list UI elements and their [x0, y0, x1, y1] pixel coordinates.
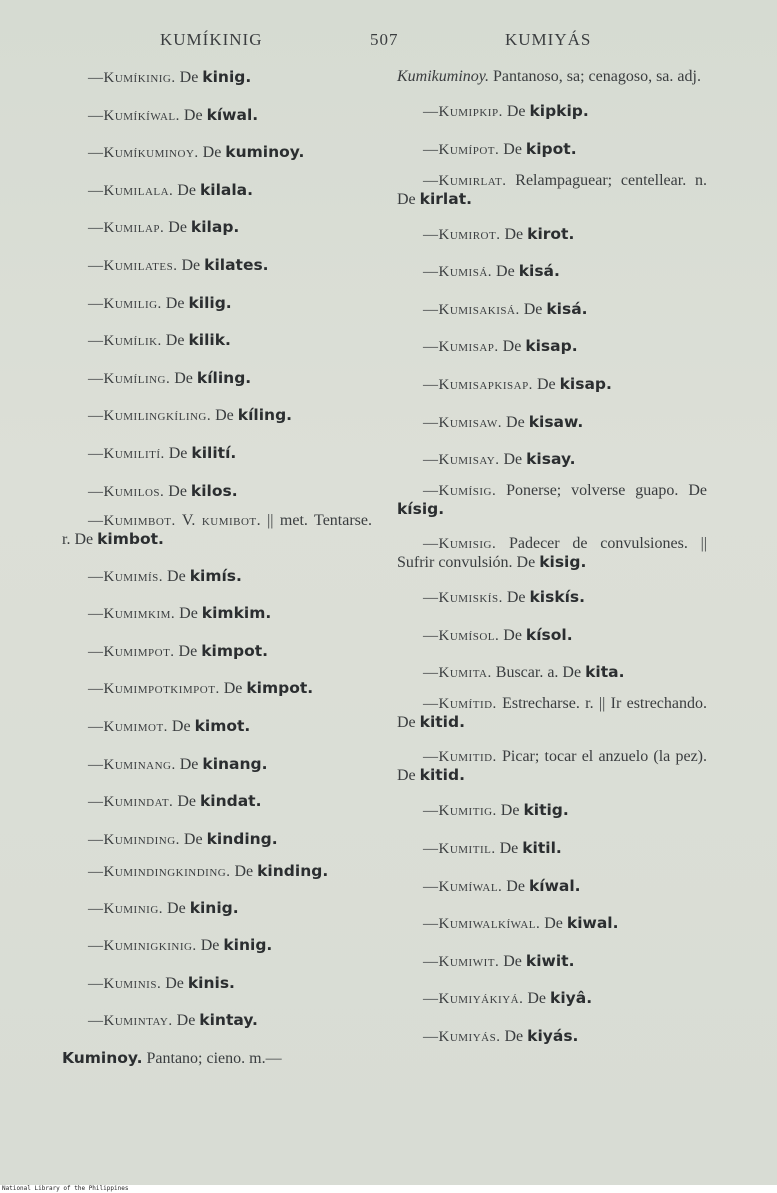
de-label: De — [183, 106, 203, 124]
entry — [397, 588, 707, 626]
entry — [397, 914, 707, 952]
left-group-1 — [62, 68, 372, 512]
entry — [397, 989, 707, 1027]
root-word: kilala. — [199, 180, 254, 199]
root-word: kindat. — [199, 792, 262, 811]
root-word: kiyâ. — [550, 989, 593, 1008]
root-word: kisá. — [518, 262, 560, 281]
root-word: kirlat. — [419, 189, 472, 208]
headword: —Kumisap. — [423, 339, 499, 356]
entry — [397, 450, 707, 482]
entry — [62, 406, 372, 444]
de-label: De — [544, 915, 563, 933]
root-word: kinig. — [189, 898, 239, 917]
headword: —Kumimbot. — [88, 512, 176, 529]
right-group-1 — [397, 102, 707, 172]
de-label: De — [74, 530, 94, 548]
root-word: kisap. — [559, 374, 612, 393]
de-label: De — [165, 294, 185, 312]
de-label: De — [168, 219, 187, 237]
entry — [62, 567, 372, 605]
de-label: De — [506, 413, 525, 431]
root-word: kilates. — [204, 255, 269, 274]
headword: —Kumítid. — [423, 696, 497, 713]
de-label: De — [178, 642, 198, 660]
de-label: De — [503, 451, 523, 469]
de-label: De — [167, 899, 186, 917]
definition-text: . || met. Tentarse. r. — [62, 511, 372, 548]
headword: —Kumíwal. — [423, 878, 503, 895]
definition-text: Pantano; cieno. m.— — [142, 1050, 282, 1068]
headword: —Kumisaw. — [423, 414, 503, 431]
headword: —Kumíkuminoy. — [88, 145, 199, 162]
entry — [62, 974, 372, 1012]
entry — [397, 663, 707, 695]
root-word: kinig. — [223, 936, 273, 955]
root-word: kísig. — [397, 500, 445, 519]
de-label: De — [506, 589, 526, 607]
headword: —Kumitig. — [423, 803, 497, 820]
headword: —Kumisá. — [423, 264, 493, 281]
entry — [62, 143, 372, 181]
root-word: kuminoy. — [225, 143, 305, 162]
de-label: De — [516, 554, 536, 572]
de-label: De — [496, 263, 515, 281]
headword: —Kumisay. — [423, 452, 500, 469]
de-label: De — [506, 103, 526, 120]
de-label: De — [523, 300, 543, 318]
de-label: De — [165, 974, 184, 992]
headword: —Kumimpot. — [88, 643, 175, 660]
headword: —Kumísol. — [423, 627, 500, 644]
root-word: kilik. — [188, 331, 231, 350]
left-group-3 — [62, 899, 372, 1049]
root-word: kisaw. — [528, 412, 584, 431]
headword: —Kumimot. — [88, 718, 168, 735]
running-header — [0, 30, 777, 58]
left-column — [62, 68, 372, 1068]
headword: —Kuminding. — [88, 831, 180, 848]
entry — [397, 262, 707, 300]
de-label: De — [183, 830, 203, 848]
headword: —Kumilig. — [88, 295, 162, 312]
headword: —Kumilos. — [88, 483, 165, 500]
entry — [62, 792, 372, 830]
root-word: kinis. — [187, 973, 235, 992]
de-label: De — [506, 877, 525, 895]
de-label: De — [168, 444, 188, 462]
de-label: De — [688, 482, 707, 500]
root-word: kitid. — [419, 713, 465, 732]
root-word: kilití. — [191, 443, 237, 462]
root-word: kita. — [585, 663, 625, 682]
root-word: kisig. — [539, 553, 587, 572]
de-label: De — [215, 407, 234, 425]
de-label: De — [504, 225, 524, 243]
entry — [62, 218, 372, 256]
definition-text: Estrecharse. r. || Ir estrechando. — [496, 695, 707, 713]
entry — [62, 679, 372, 717]
headword: —Kumíling. — [88, 370, 171, 387]
root-word: kisá. — [546, 299, 588, 318]
headword: —Kumiyákiyá. — [423, 991, 524, 1008]
root-word: kimot. — [194, 716, 251, 735]
entry-kumindingkinding — [62, 862, 372, 881]
root-word: kíling. — [196, 368, 252, 387]
entry-kuminoy — [62, 1049, 372, 1068]
entry — [62, 604, 372, 642]
de-label: De — [397, 767, 416, 785]
de-label: De — [499, 839, 519, 857]
de-label: De — [179, 605, 198, 623]
de-label: De — [171, 717, 191, 735]
entry-kumitid-2 — [397, 748, 707, 785]
de-label: De — [174, 369, 193, 387]
entry — [397, 626, 707, 664]
root-word: kipot. — [525, 139, 577, 158]
entry — [62, 830, 372, 862]
right-group-3 — [397, 588, 707, 695]
entry — [62, 899, 372, 937]
de-label: De — [181, 256, 201, 274]
entry — [62, 1011, 372, 1049]
de-label: De — [397, 190, 416, 208]
header-left-guideword: KUMÍKINIG — [160, 30, 263, 49]
root-word: kimbot. — [97, 529, 164, 548]
root-word: kiwal. — [566, 914, 619, 933]
headword: —Kumimís. — [88, 568, 164, 585]
entry — [397, 337, 707, 375]
entry — [397, 225, 707, 263]
entry-kumisig-2 — [397, 535, 707, 572]
de-label: De — [177, 181, 196, 199]
entry — [397, 375, 707, 413]
headword: —Kumísig. — [423, 483, 497, 500]
root-word: kimpot. — [201, 641, 269, 660]
header-right-guideword: KUMIYÁS — [505, 30, 592, 49]
right-group-2 — [397, 225, 707, 483]
entry-kumisig-1 — [397, 482, 707, 519]
root-word: kirot. — [527, 224, 575, 243]
headword: —Kumiskís. — [423, 590, 503, 607]
entry — [397, 102, 707, 140]
entry-kumirlat — [397, 172, 707, 209]
headword: —Kumíkíwal. — [88, 107, 180, 124]
de-label: Buscar. a. De — [495, 664, 582, 682]
root-word: kintay. — [199, 1011, 258, 1030]
headword: —Kumiwit. — [423, 953, 500, 970]
headword: —Kumimpotkimpot. — [88, 681, 220, 698]
de-label: De — [165, 332, 185, 350]
headword: —Kumilap. — [88, 220, 165, 237]
de-label: De — [167, 567, 186, 585]
root-word: kitid. — [419, 766, 465, 785]
headword: —Kuminig. — [88, 900, 164, 917]
root-word: kipkip. — [529, 102, 589, 120]
headword: —Kumitil. — [423, 840, 496, 857]
entry-kumitid-1 — [397, 695, 707, 732]
de-label: De — [234, 862, 254, 880]
de-label: De — [179, 755, 199, 773]
definition-text: Pantanoso, sa; cenagoso, sa. adj. — [489, 68, 701, 85]
cross-reference: kumibot — [201, 512, 257, 529]
root-word: kisap. — [525, 337, 578, 356]
de-label: De — [202, 144, 222, 162]
entry-kumikuminoy — [397, 68, 707, 86]
headword: —Kumiyás. — [423, 1028, 501, 1045]
de-label: De — [176, 1012, 196, 1030]
de-label: De — [177, 793, 196, 811]
entry — [62, 482, 372, 512]
entry — [397, 952, 707, 990]
root-word: kiwit. — [525, 951, 575, 970]
headword: —Kumita. — [423, 665, 492, 682]
headword: —Kumintay. — [88, 1013, 173, 1030]
headword: —Kumirlat. — [423, 172, 507, 189]
headword: —Kumilití. — [88, 445, 165, 462]
entry — [62, 936, 372, 974]
de-label: De — [536, 375, 556, 393]
entry — [62, 68, 372, 106]
headword: —Kumirot. — [423, 226, 501, 243]
root-word: kíwal. — [206, 105, 259, 124]
de-label: De — [503, 952, 522, 970]
root-word: kilig. — [188, 293, 232, 312]
definition-text: Picar; tocar el anzuelo (la pez). — [496, 748, 707, 766]
headword: —Kumiwalkíwal. — [423, 916, 541, 933]
headword: —Kumípot. — [423, 141, 500, 158]
de-label: De — [200, 937, 220, 955]
root-word: kitig. — [523, 801, 569, 820]
entry — [62, 331, 372, 369]
root-word: kinding. — [257, 861, 329, 880]
headword: —Kuminang. — [88, 756, 176, 773]
root-word: kiyás. — [527, 1026, 579, 1045]
right-column — [397, 68, 707, 1065]
root-word: kísol. — [525, 625, 573, 644]
headword: —Kumimkim. — [88, 606, 176, 623]
headword: —Kumisakisá. — [423, 301, 520, 318]
definition-text: Padecer de convulsiones. || Sufrir convulsión. — [397, 535, 707, 572]
main-headword: Kuminoy. — [62, 1049, 143, 1068]
de-label: De — [179, 69, 199, 86]
headword: —Kumíkinig. — [88, 70, 176, 86]
root-word: kíwal. — [528, 876, 581, 895]
de-label: De — [503, 626, 522, 644]
entry — [397, 839, 707, 877]
entry — [62, 369, 372, 407]
entry — [397, 413, 707, 451]
entry — [62, 181, 372, 219]
entry — [62, 642, 372, 680]
de-label: De — [500, 802, 520, 820]
headword: —Kuminigkinig. — [88, 938, 197, 955]
definition-text: V. — [175, 511, 202, 529]
root-word: kimís. — [189, 566, 242, 585]
headword: —Kumilala. — [88, 182, 174, 199]
entry — [397, 1027, 707, 1065]
headword: —Kumindingkinding. — [88, 863, 231, 880]
de-label: De — [503, 140, 522, 158]
entry — [62, 444, 372, 482]
definition-text: Ponerse; volverse guapo. — [496, 482, 689, 500]
headword: —Kumisapkisap. — [423, 376, 533, 393]
root-word: kiskís. — [529, 588, 586, 607]
entry — [397, 801, 707, 839]
headword: —Kumilingkíling. — [88, 408, 212, 425]
headword: —Kumindat. — [88, 794, 174, 811]
entry — [62, 294, 372, 332]
headword: —Kumitid. — [423, 749, 497, 766]
headword: —Kumisig. — [423, 536, 497, 553]
headword: —Kumilates. — [88, 257, 178, 274]
right-group-4 — [397, 801, 707, 1064]
entry — [62, 256, 372, 294]
root-word: kimkim. — [201, 604, 272, 623]
headword: —Kumílik. — [88, 333, 162, 350]
root-word: kilap. — [190, 218, 240, 237]
entry-kumimbot — [62, 512, 372, 549]
root-word: kinang. — [202, 754, 268, 773]
headword: —Kumipkip. — [423, 104, 503, 120]
entry — [62, 755, 372, 793]
entry — [397, 140, 707, 172]
de-label: De — [397, 714, 416, 732]
entry — [397, 300, 707, 338]
entry — [397, 877, 707, 915]
headword-italic: Kumikuminoy. — [397, 68, 489, 85]
root-word: kitil. — [522, 838, 562, 857]
page-number: 507 — [370, 30, 399, 49]
left-group-2 — [62, 567, 372, 862]
definition-text: Relampaguear; centellear. n. — [506, 171, 707, 189]
root-word: kíling. — [237, 406, 293, 425]
root-word: kimpot. — [246, 679, 314, 698]
de-label: De — [504, 1027, 524, 1045]
root-word: kisay. — [526, 450, 576, 469]
entry — [62, 106, 372, 144]
root-word: kinding. — [206, 829, 278, 848]
de-label: De — [502, 338, 522, 356]
de-label: De — [223, 680, 243, 698]
entry — [62, 717, 372, 755]
de-label: De — [527, 990, 547, 1008]
de-label: De — [168, 482, 187, 500]
headword: —Kuminis. — [88, 975, 162, 992]
library-footer: National Library of the Philippines — [2, 1185, 129, 1192]
root-word: kilos. — [190, 481, 238, 500]
root-word: kinig. — [202, 68, 252, 86]
